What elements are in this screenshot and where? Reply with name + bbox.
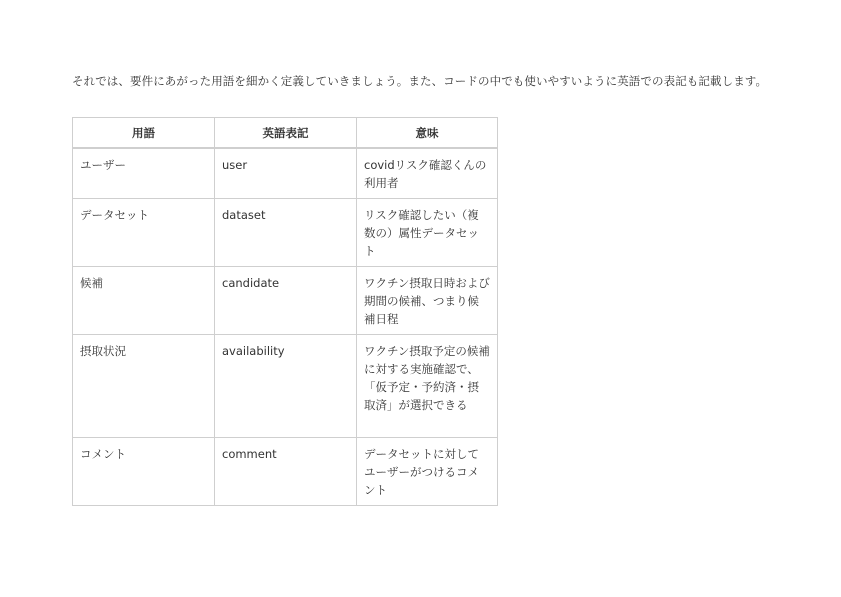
cell-meaning: データセットに対してユーザーがつけるコメント bbox=[357, 438, 498, 506]
cell-meaning: リスク確認したい（複数の）属性データセット bbox=[357, 199, 498, 267]
cell-meaning: ワクチン摂取日時および期間の候補、つまり候補日程 bbox=[357, 267, 498, 335]
table-row bbox=[73, 148, 498, 199]
cell-english: availability bbox=[215, 335, 357, 438]
table-row bbox=[73, 438, 498, 506]
table-row bbox=[73, 335, 498, 438]
intro-paragraph: それでは、要件にあがった用語を細かく定義していきましょう。また、コードの中でも使いやすいように英語での表記も記載します。 bbox=[72, 74, 768, 88]
table-row bbox=[73, 199, 498, 267]
cell-english: comment bbox=[215, 438, 357, 506]
cell-meaning: covidリスク確認くんの利用者 bbox=[357, 148, 498, 199]
header-english: 英語表記 bbox=[215, 118, 357, 149]
cell-english: user bbox=[215, 148, 357, 199]
cell-english: dataset bbox=[215, 199, 357, 267]
cell-term: データセット bbox=[73, 199, 215, 267]
header-meaning: 意味 bbox=[357, 118, 498, 149]
header-term: 用語 bbox=[73, 118, 215, 149]
cell-meaning: ワクチン摂取予定の候補に対する実施確認で、「仮予定・予約済・摂取済」が選択できる bbox=[357, 335, 498, 438]
cell-term: コメント bbox=[73, 438, 215, 506]
table-row bbox=[73, 267, 498, 335]
cell-term: ユーザー bbox=[73, 148, 215, 199]
cell-term: 摂取状況 bbox=[73, 335, 215, 438]
table-header-row bbox=[73, 118, 498, 149]
cell-english: candidate bbox=[215, 267, 357, 335]
terms-table bbox=[72, 117, 498, 506]
cell-term: 候補 bbox=[73, 267, 215, 335]
